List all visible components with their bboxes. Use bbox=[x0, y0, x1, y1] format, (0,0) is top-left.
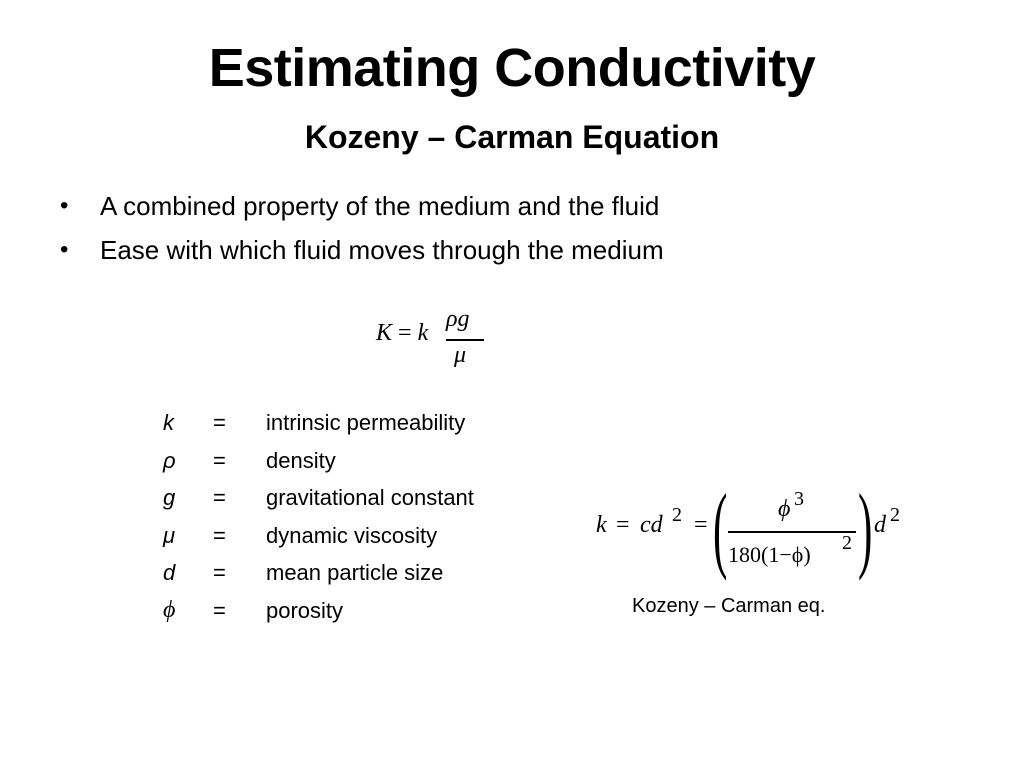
fraction-bar bbox=[446, 339, 484, 341]
symbol-k: k bbox=[596, 512, 607, 538]
bullet-item bbox=[58, 184, 664, 228]
definition-symbol: ϕ bbox=[163, 596, 176, 623]
bullet-text: Ease with which fluid moves through the medium bbox=[100, 235, 664, 265]
fraction-denominator: 180(1−ϕ) bbox=[728, 542, 811, 567]
equals-sign: = bbox=[398, 320, 412, 346]
bullet-item bbox=[58, 228, 664, 272]
definition-meaning: intrinsic permeability bbox=[266, 410, 466, 435]
definition-equals: = bbox=[213, 597, 226, 623]
exponent: 3 bbox=[794, 488, 804, 510]
bullet-list bbox=[58, 184, 664, 272]
fraction-denominator: μ bbox=[454, 342, 467, 368]
definition-meaning: dynamic viscosity bbox=[266, 522, 438, 548]
conductivity-equation bbox=[376, 306, 506, 376]
definition-equals: = bbox=[213, 410, 226, 435]
definition-equals: = bbox=[213, 447, 226, 473]
slide-subtitle: Kozeny – Carman Equation bbox=[304, 119, 720, 155]
symbol-K: K bbox=[376, 320, 393, 346]
symbol-phi: ϕ bbox=[778, 496, 791, 522]
definition-symbol: d bbox=[163, 560, 176, 585]
close-parenthesis: ) bbox=[858, 474, 873, 581]
exponent: 2 bbox=[890, 504, 900, 526]
definition-equals: = bbox=[213, 485, 226, 510]
bullet-icon: • bbox=[60, 236, 69, 263]
equals-sign: = bbox=[694, 512, 708, 538]
equation-lhs bbox=[376, 320, 428, 347]
definition-meaning: gravitational constant bbox=[266, 485, 474, 510]
definition-meaning: density bbox=[266, 447, 336, 473]
bullet-icon: • bbox=[60, 192, 69, 219]
exponent: 2 bbox=[672, 504, 682, 526]
definition-symbol: k bbox=[163, 410, 174, 435]
definition-meaning: porosity bbox=[266, 597, 344, 623]
symbol-d: d bbox=[874, 512, 886, 538]
definition-symbol: g bbox=[163, 485, 176, 510]
fraction-bar bbox=[728, 531, 856, 533]
definition-equals: = bbox=[213, 560, 226, 585]
definition-symbol: ρ bbox=[163, 447, 176, 473]
definition-symbol: μ bbox=[163, 522, 176, 548]
definition-meaning: mean particle size bbox=[266, 560, 444, 585]
fraction-numerator: ρg bbox=[446, 306, 470, 332]
equals-sign: = bbox=[616, 512, 630, 538]
symbol-cd: cd bbox=[640, 512, 663, 538]
open-parenthesis: ( bbox=[713, 474, 728, 581]
definition-equals: = bbox=[213, 522, 226, 548]
exponent: 2 bbox=[842, 532, 852, 554]
equation-caption: Kozeny – Carman eq. bbox=[632, 595, 826, 617]
bullet-text: A combined property of the medium and the fluid bbox=[100, 191, 660, 221]
kozeny-carman-equation bbox=[596, 474, 926, 584]
slide-title: Estimating Conductivity bbox=[208, 38, 816, 98]
symbol-k: k bbox=[417, 320, 429, 346]
